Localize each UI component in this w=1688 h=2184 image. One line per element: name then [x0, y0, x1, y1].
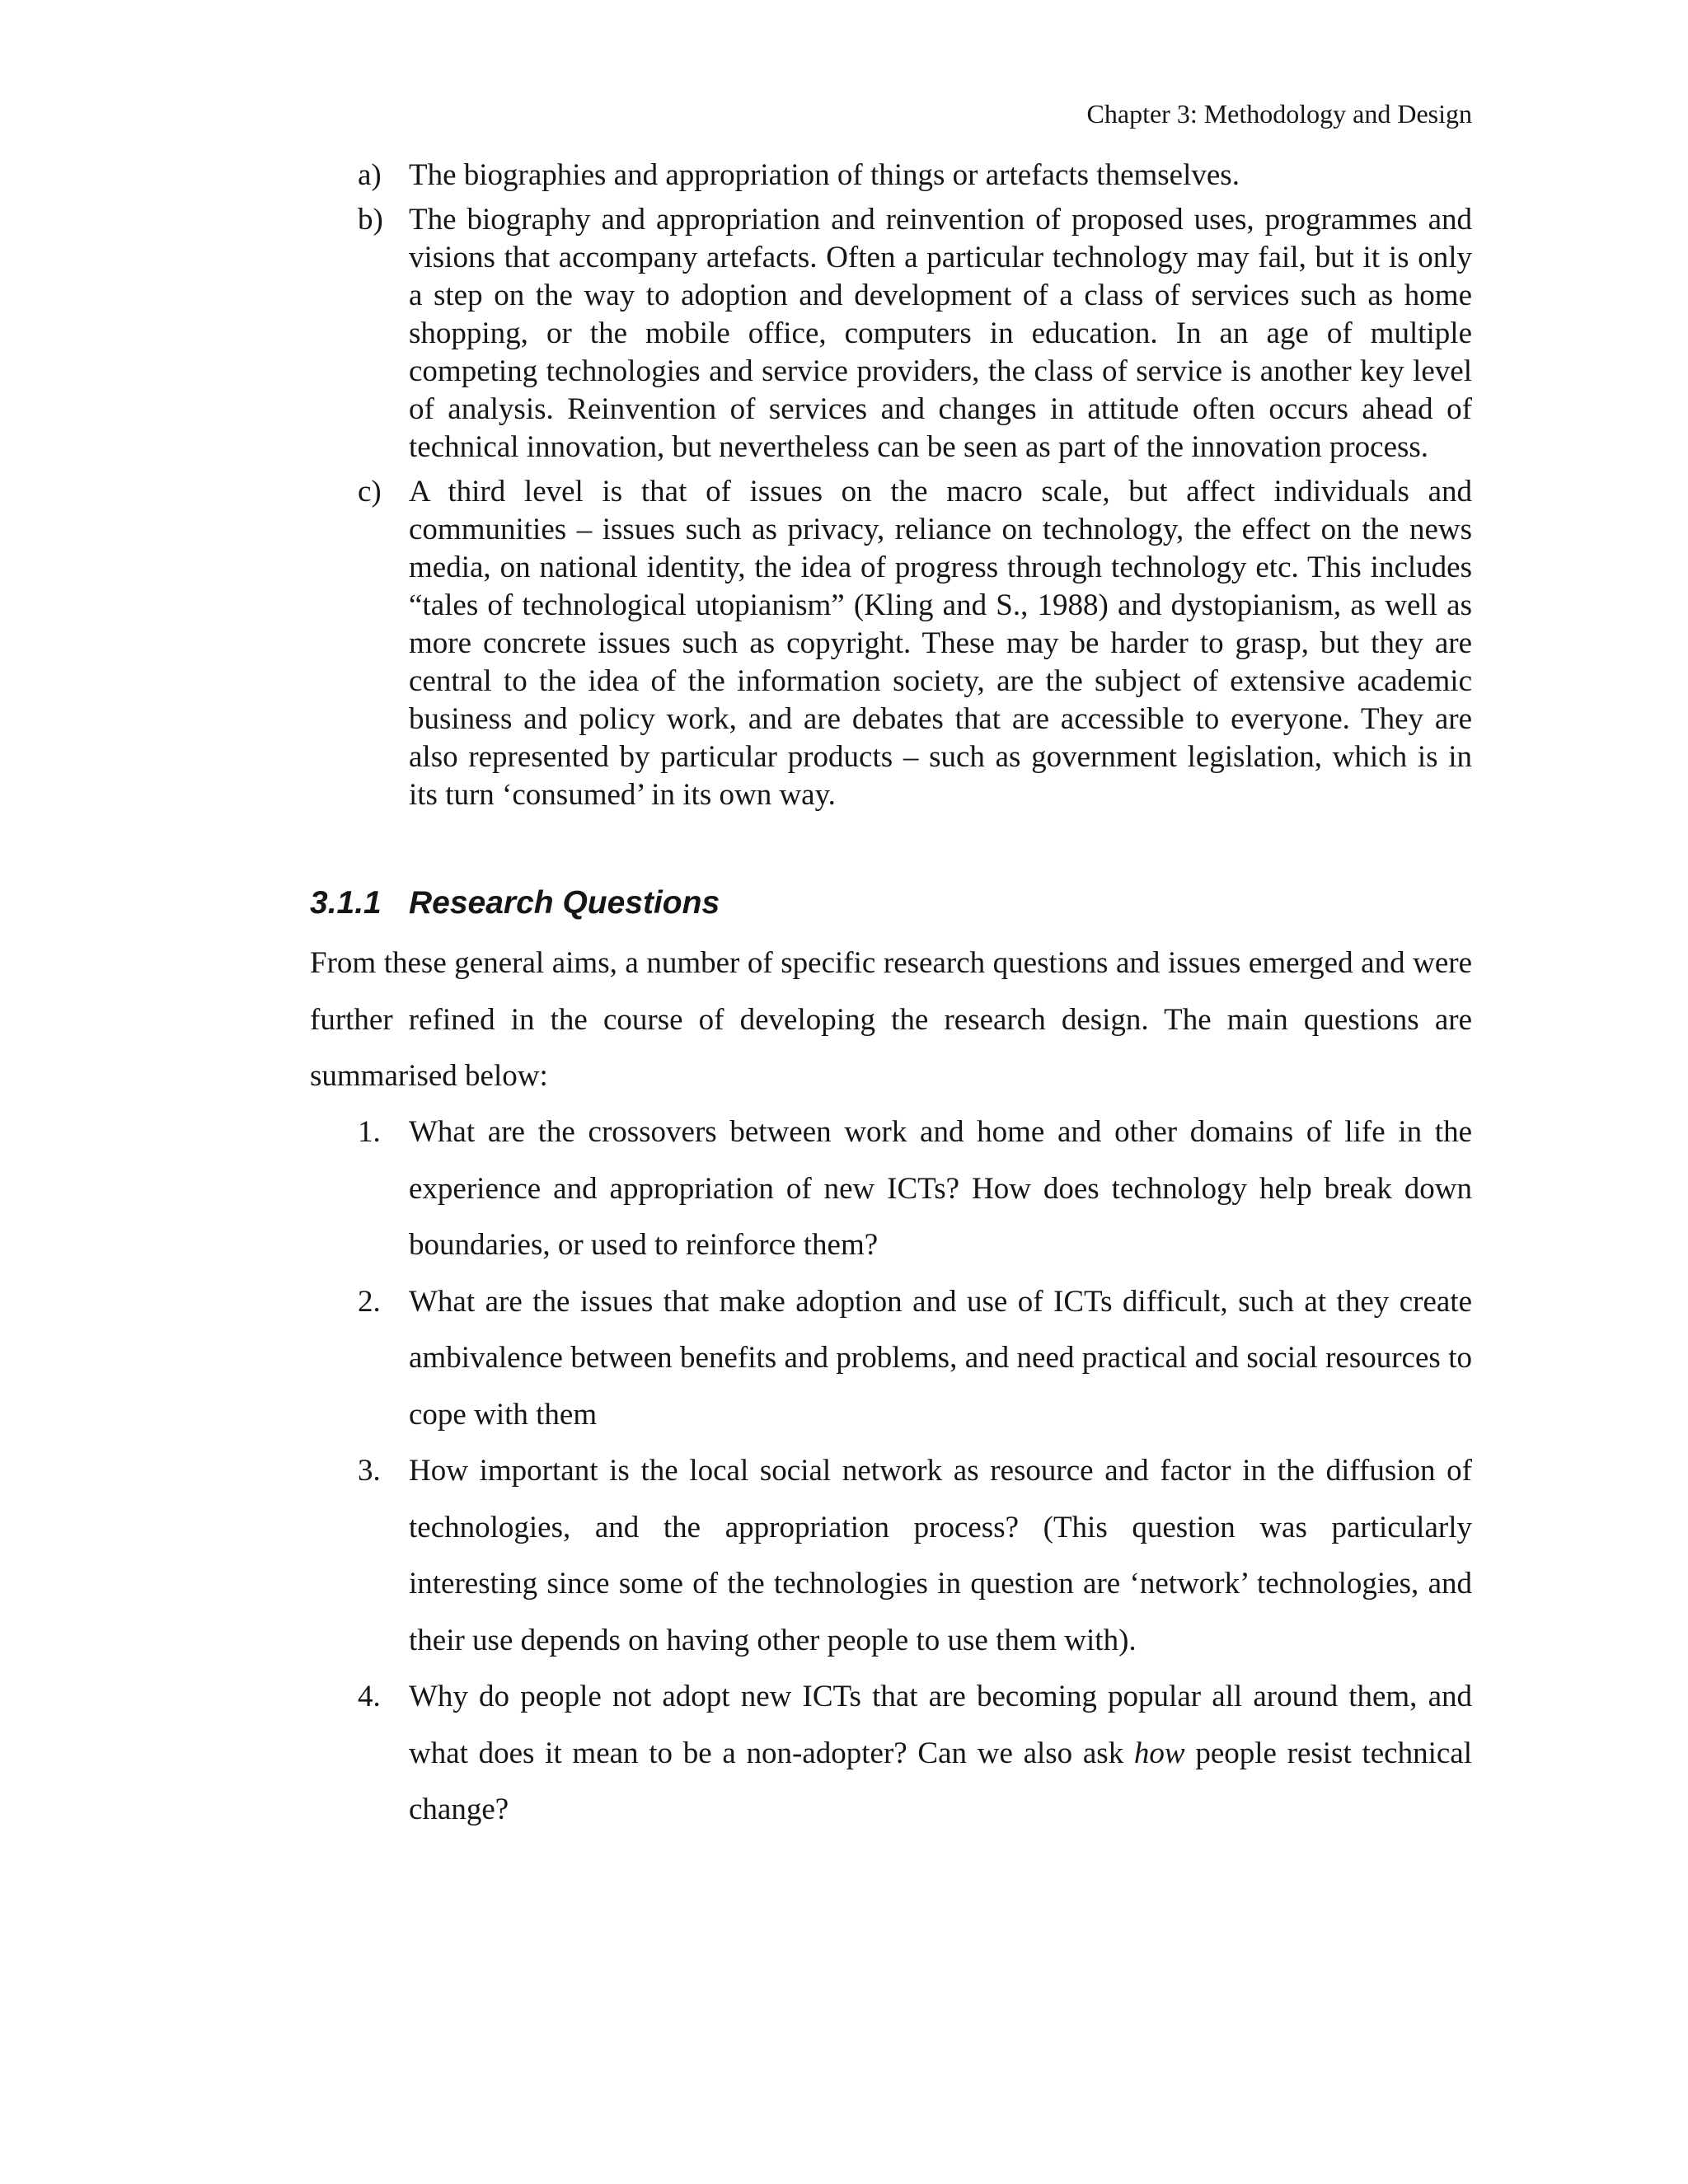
list-item [310, 1443, 1472, 1669]
list-marker: a) [358, 158, 382, 192]
list-item-text [409, 1680, 1472, 1826]
list-marker: b) [358, 203, 383, 237]
list-item [310, 157, 1472, 194]
list-marker: c) [358, 475, 382, 509]
research-questions-list [310, 1104, 1472, 1839]
levels-list [310, 157, 1472, 821]
list-item-text: What are the crossovers between work and home and other domains of life in the experience and appropriation of new ICTs? How does technology help break down boundaries, or used to reinforce them? [409, 1115, 1472, 1262]
list-item-text: What are the issues that make adoption and use of ICTs difficult, such at they create ambivalence between benefits and problems, and need practical and social resources to cope with them [409, 1284, 1472, 1432]
list-item [310, 1274, 1472, 1444]
list-marker: 4. [358, 1680, 381, 1713]
list-item-text: How important is the local social network as resource and factor in the diffusion of technologies, and the appropriation process? (This question was particularly interesting since some of the technologies in question are ‘network’ technologies, and their use depends on having other people to use them with). [409, 1454, 1472, 1657]
list-item-text: The biography and appropriation and reinvention of proposed uses, programmes and visions that accompany artefacts. Often a particular technology may fail, but it is only a step on the way to adoption and development of a class of services such as home shopping, or the mobile office, computers in education. In an age of multiple competing technologies and service providers, the class of service is another key level of analysis. Reinvention of services and changes in attitude often occurs ahead of technical innovation, but nevertheless can be seen as part of the innovation process. [409, 203, 1472, 464]
section-title: Research Questions [409, 885, 720, 921]
list-marker: 3. [358, 1454, 381, 1488]
emphasis-text: how [1133, 1736, 1185, 1770]
list-marker: 2. [358, 1284, 381, 1319]
list-item-text: The biographies and appropriation of things or artefacts themselves. [409, 158, 1240, 192]
text-segment: Why do people not adopt new ICTs that are becoming popular all around them, and what does it mean to be a non-adopter? Can we also ask [409, 1680, 1472, 1770]
text-segment: people resist technical change? [409, 1736, 1472, 1826]
list-item [310, 473, 1472, 814]
running-header: Chapter 3: Methodology and Design [1086, 99, 1472, 129]
section-number: 3.1.1 [310, 885, 382, 921]
list-item [310, 1104, 1472, 1274]
list-item [310, 201, 1472, 466]
list-item [310, 1669, 1472, 1839]
section-heading [310, 883, 720, 923]
list-item-text: A third level is that of issues on the macro scale, but affect individuals and communities – issues such as privacy, reliance on technology, the effect on the news media, on national identity, the idea of progress through technology etc. This includes “tales of technological utopianism” (Kling and S., 1988) and dystopianism, as well as more concrete issues such as copyright. These may be harder to grasp, but they are central to the idea of the information society, are the subject of extensive academic business and policy work, and are debates that are accessible to everyone. They are also represented by particular products – such as government legislation, which is in its turn ‘consumed’ in its own way. [409, 475, 1472, 812]
intro-paragraph: From these general aims, a number of specific research questions and issues emerged and were further refined in the course of developing the research design. The main questions are summarised below: [310, 946, 1472, 1093]
list-marker: 1. [358, 1115, 381, 1149]
